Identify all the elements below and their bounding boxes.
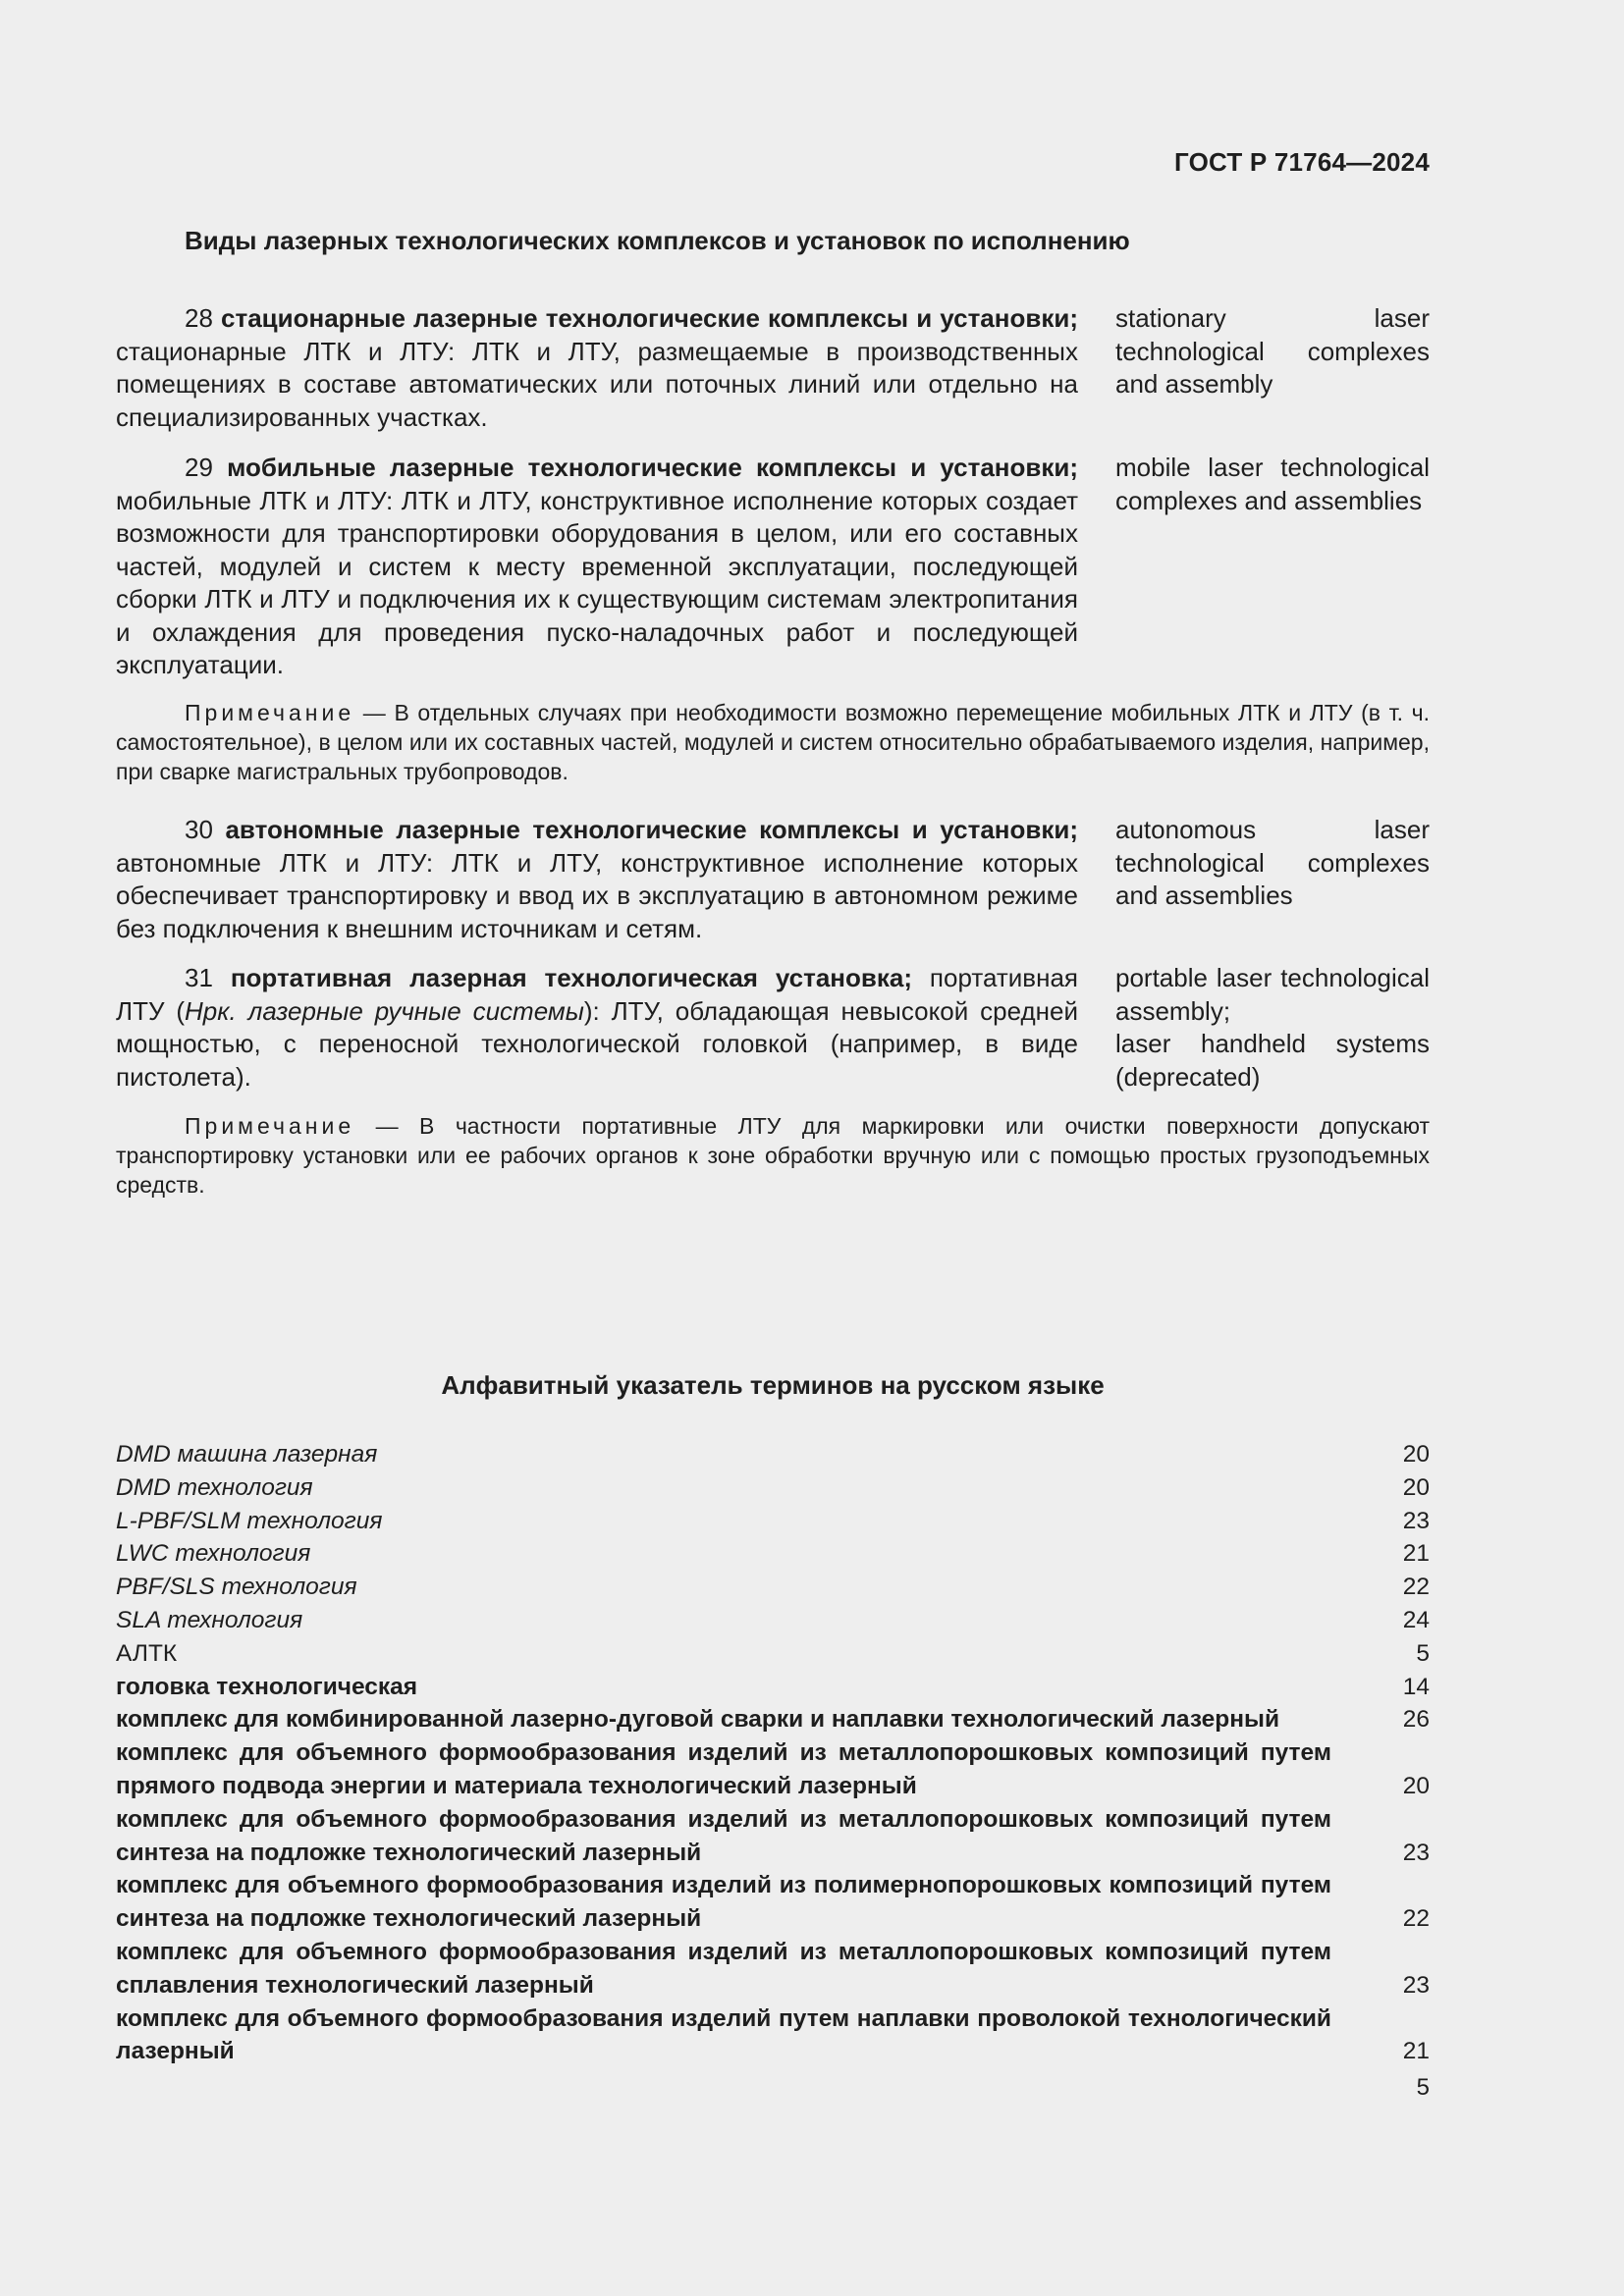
deprecated-term: Нрк. лазерные ручные системы bbox=[185, 995, 584, 1026]
term-en-line: mobile laser technological complexes and assemblies bbox=[1115, 453, 1430, 515]
term-en-line: laser handheld systems (deprecated) bbox=[1115, 1029, 1430, 1092]
index-entry bbox=[116, 2002, 1430, 2069]
index-entry bbox=[116, 1571, 1430, 1604]
index-page: 23 bbox=[1402, 1507, 1430, 1534]
index-entry bbox=[116, 1869, 1430, 1936]
index-page: 20 bbox=[1402, 1441, 1430, 1468]
index-term: LWC технология bbox=[116, 1540, 311, 1568]
index-page: 22 bbox=[1402, 1574, 1430, 1601]
index-page: 22 bbox=[1402, 1905, 1430, 1933]
index-term: комплекс для объемного формообразования изделий из металлопорошковых композиций путем прямого подвода энергии и материала технологический лазерный bbox=[116, 1739, 1331, 1799]
index-entry bbox=[116, 1703, 1430, 1736]
index-entry bbox=[116, 1671, 1430, 1704]
note bbox=[116, 1111, 1430, 1200]
section-title: Виды лазерных технологических комплексов и установок по исполнению bbox=[185, 226, 1130, 255]
index-page: 21 bbox=[1402, 2038, 1430, 2065]
index-entry bbox=[116, 1604, 1430, 1637]
note-text: — В частности портативные ЛТУ для маркировки или очистки поверхности допускают транспортировку установки или ее рабочих органов к зоне обработки вручную или с помощью простых грузоподъемных средств. bbox=[116, 1113, 1431, 1198]
term-ru bbox=[116, 962, 1078, 1094]
index-entry bbox=[116, 1637, 1430, 1671]
term-en bbox=[1115, 302, 1430, 401]
index-list bbox=[116, 1438, 1430, 2068]
index-page: 23 bbox=[1402, 1971, 1430, 1999]
index-term: комплекс для объемного формообразования изделий из металлопорошковых композиций путем синтеза на подложке технологический лазерный bbox=[116, 1805, 1331, 1866]
note-label: Примечание bbox=[185, 1113, 355, 1139]
term-name: мобильные лазерные технологические комплексы и установки; bbox=[227, 453, 1078, 482]
index-page: 23 bbox=[1402, 1839, 1430, 1866]
index-term: головка технологическая bbox=[116, 1673, 418, 1700]
index-term: комплекс для комбинированной лазерно-дуговой сварки и наплавки технологический лазерный bbox=[116, 1706, 1280, 1734]
term-en bbox=[1115, 814, 1430, 913]
index-entry bbox=[116, 1471, 1430, 1505]
note-text: — В отдельных случаях при необходимости возможно перемещение мобильных ЛТК и ЛТУ (в т. ч. самостоятельное), в целом или их составных частей, модулей и систем относительно обрабатываемого изделия, например, при сварке магистральных трубопроводов. bbox=[116, 700, 1431, 784]
term-name: портативная лазерная технологическая установка; bbox=[230, 963, 913, 992]
index-term: PBF/SLS технология bbox=[116, 1574, 357, 1601]
term-ru bbox=[116, 452, 1078, 682]
term-en bbox=[1115, 452, 1430, 517]
note-label: Примечание bbox=[185, 700, 355, 725]
index-entry bbox=[116, 1505, 1430, 1538]
term-definition-pre: портативная ЛТУ ( bbox=[116, 963, 1078, 1026]
index-term: DMD машина лазерная bbox=[116, 1441, 378, 1468]
index-page: 21 bbox=[1402, 1540, 1430, 1568]
term-name: стационарные лазерные технологические комплексы и установки; bbox=[221, 303, 1078, 333]
term-ru bbox=[116, 814, 1078, 945]
term-en-line: portable laser technological assembly; bbox=[1115, 963, 1430, 1026]
index-term: АЛТК bbox=[116, 1639, 178, 1667]
term-definition: мобильные ЛТК и ЛТУ: ЛТК и ЛТУ, конструктивное исполнение которых создает возможности для транспортировки оборудования в целом, или его составных частей, модулей и систем к месту временной эксплуатации, последующей сборки ЛТК и ЛТУ и подключения их к существующим системам электропитания и охлаждения для проведения пуско-наладочных работ и последующей эксплуатации. bbox=[116, 485, 1078, 679]
index-term: комплекс для объемного формообразования изделий путем наплавки проволокой технологический лазерный bbox=[116, 2004, 1331, 2065]
index-term: SLA технология bbox=[116, 1606, 303, 1633]
index-entry bbox=[116, 1438, 1430, 1471]
term-number: 29 bbox=[185, 453, 213, 482]
term-definition: автономные ЛТК и ЛТУ: ЛТК и ЛТУ, конструктивное исполнение которых обеспечивает транспортировку и ввод их в эксплуатацию в автономном режиме без подключения к внешним источникам и сетям. bbox=[116, 847, 1078, 943]
index-entry bbox=[116, 1803, 1430, 1870]
term-definition: стационарные ЛТК и ЛТУ: ЛТК и ЛТУ, размещаемые в производственных помещениях в составе автоматических или поточных линий или отдельно на специализированных участках. bbox=[116, 336, 1078, 432]
term-name: автономные лазерные технологические комплексы и установки; bbox=[225, 815, 1078, 844]
index-term: L-PBF/SLM технология bbox=[116, 1507, 383, 1534]
note bbox=[116, 698, 1430, 786]
term-number: 31 bbox=[185, 963, 213, 992]
standard-code: ГОСТ Р 71764—2024 bbox=[1174, 147, 1430, 177]
index-title: Алфавитный указатель терминов на русском языке bbox=[441, 1370, 1105, 1400]
index-page: 5 bbox=[1416, 1639, 1430, 1667]
index-page: 14 bbox=[1402, 1673, 1430, 1700]
term-number: 28 bbox=[185, 303, 213, 333]
index-term: DMD технология bbox=[116, 1473, 313, 1501]
document-page bbox=[116, 0, 1430, 2296]
index-term: комплекс для объемного формообразования изделий из полимернопорошковых композиций путем синтеза на подложке технологический лазерный bbox=[116, 1872, 1331, 1933]
index-entry bbox=[116, 1736, 1430, 1803]
term-en-line: autonomous laser technological complexes and assemblies bbox=[1115, 815, 1430, 910]
page-number: 5 bbox=[1416, 2074, 1430, 2101]
index-page: 20 bbox=[1402, 1772, 1430, 1799]
term-en-line: stationary laser technological complexes and assembly bbox=[1115, 303, 1430, 399]
index-page: 26 bbox=[1402, 1706, 1430, 1734]
term-number: 30 bbox=[185, 815, 213, 844]
term-definition-post: ): ЛТУ, обладающая невысокой средней мощностью, с переносной технологической головкой (например, в виде пистолета). bbox=[116, 995, 1078, 1092]
index-page: 24 bbox=[1402, 1606, 1430, 1633]
term-ru bbox=[116, 302, 1078, 434]
term-en bbox=[1115, 962, 1430, 1094]
index-entry bbox=[116, 1537, 1430, 1571]
index-page: 20 bbox=[1402, 1473, 1430, 1501]
index-entry bbox=[116, 1936, 1430, 2002]
index-term: комплекс для объемного формообразования изделий из металлопорошковых композиций путем сплавления технологический лазерный bbox=[116, 1938, 1331, 1999]
